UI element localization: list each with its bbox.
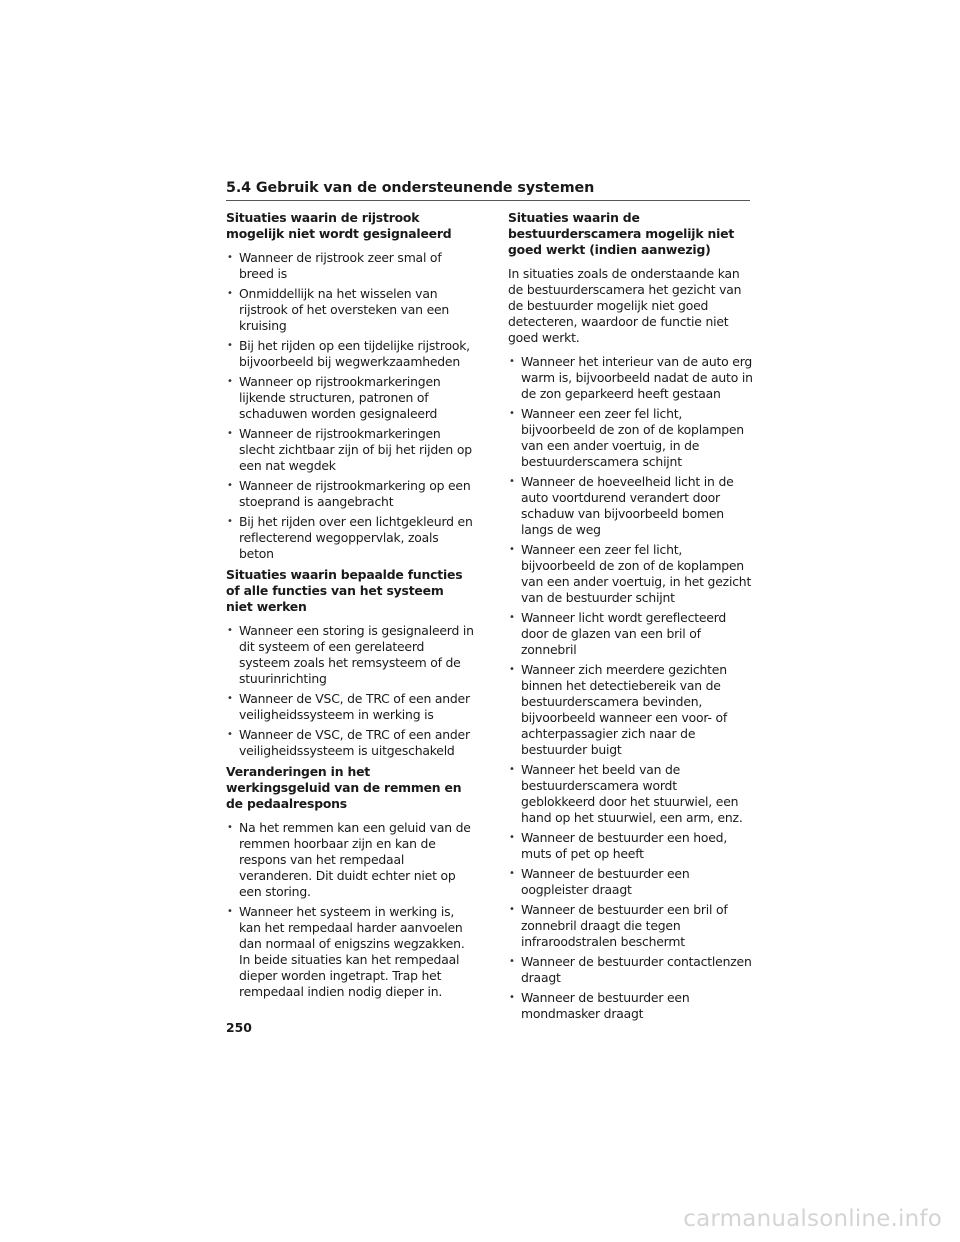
list-item: • Wanneer het systeem in werking is, kan het rempedaal harder aanvoelen dan normaal of enigszins wegzakken. In beide situaties kan het rempedaal dieper worden ingetrapt. Trap het rempedaal indien nodig dieper in. [226, 904, 474, 1000]
list-item: • Bij het rijden op een tijdelijke rijstrook, bijvoorbeeld bij wegwerkzaamheden [226, 338, 474, 370]
heading-driver-camera: Situaties waarin de bestuurderscamera mogelijk niet goed werkt (indien aanwezig) [508, 210, 735, 257]
list-item: • Wanneer de bestuurder een mondmasker draagt [508, 990, 754, 1022]
list-item: • Wanneer op rijstrookmarkeringen lijkende structuren, patronen of schaduwen worden gesignaleerd [226, 374, 474, 422]
list-item: • Wanneer de bestuurder een bril of zonnebril draagt die tegen infraroodstralen beschermt [508, 902, 754, 950]
list-item: • Wanneer de rijstrook zeer smal of breed is [226, 250, 474, 282]
list-item: • Wanneer de bestuurder een oogpleister draagt [508, 866, 754, 898]
list-item: • Wanneer een zeer fel licht, bijvoorbeeld de zon of de koplampen van een ander voertuig, in de bestuurderscamera schijnt [508, 406, 754, 470]
heading-functions-not-working: Situaties waarin bepaalde functies of alle functies van het systeem niet werken [226, 567, 463, 614]
intro-paragraph: In situaties zoals de onderstaande kan de bestuurderscamera het gezicht van de bestuurder mogelijk niet goed detecteren, waardoor de functie niet goed werkt. [508, 266, 742, 345]
list-item: • Onmiddellijk na het wisselen van rijstrook of het oversteken van een kruising [226, 286, 474, 334]
list-item: • Na het remmen kan een geluid van de remmen hoorbaar zijn en kan de respons van het rempedaal veranderen. Dit duidt echter niet op een storing. [226, 820, 474, 900]
list-lane-not-detected [226, 250, 474, 562]
list-item: • Wanneer het beeld van de bestuurderscamera wordt geblokkeerd door het stuurwiel, een hand op het stuurwiel, een arm, enz. [508, 762, 754, 826]
list-item: • Wanneer de rijstrookmarkeringen slecht zichtbaar zijn of bij het rijden op een nat wegdek [226, 426, 474, 474]
list-item: • Wanneer de bestuurder contactlenzen draagt [508, 954, 754, 986]
left-column [226, 210, 474, 1005]
list-item: • Wanneer het interieur van de auto erg warm is, bijvoorbeeld nadat de auto in de zon geparkeerd heeft gestaan [508, 354, 754, 402]
list-driver-camera [508, 354, 754, 1022]
watermark: carmanualsonline.info [683, 1206, 942, 1232]
list-item: • Wanneer een storing is gesignaleerd in dit systeem of een gerelateerd systeem zoals het remsysteem of de stuurinrichting [226, 623, 474, 687]
right-column [508, 210, 754, 1027]
list-item: • Wanneer de rijstrookmarkering op een stoeprand is aangebracht [226, 478, 474, 510]
list-item: • Bij het rijden over een lichtgekleurd en reflecterend wegoppervlak, zoals beton [226, 514, 474, 562]
list-item: • Wanneer een zeer fel licht, bijvoorbeeld de zon of de koplampen van een ander voertuig, in het gezicht van de bestuurder schijnt [508, 542, 754, 606]
list-item: • Wanneer de hoeveelheid licht in de auto voortdurend verandert door schaduw van bijvoorbeeld bomen langs de weg [508, 474, 754, 538]
list-item: • Wanneer de VSC, de TRC of een ander veiligheidssysteem in werking is [226, 691, 474, 723]
section-title: 5.4 Gebruik van de ondersteunende systemen [226, 180, 595, 196]
heading-lane-not-detected: Situaties waarin de rijstrook mogelijk niet wordt gesignaleerd [226, 210, 452, 241]
list-item: • Wanneer zich meerdere gezichten binnen het detectiebereik van de bestuurderscamera bevinden, bijvoorbeeld wanneer een voor- of achterpassagier zich naar de bestuurder buigt [508, 662, 754, 758]
list-brake-changes [226, 820, 474, 1000]
list-item: • Wanneer licht wordt gereflecteerd door de glazen van een bril of zonnebril [508, 610, 754, 658]
heading-brake-changes: Veranderingen in het werkingsgeluid van de remmen en de pedaalrespons [226, 764, 462, 811]
list-functions-not-working [226, 623, 474, 759]
section-header [226, 177, 750, 201]
list-item: • Wanneer de bestuurder een hoed, muts of pet op heeft [508, 830, 754, 862]
page-number: 250 [226, 1020, 252, 1035]
list-item: • Wanneer de VSC, de TRC of een ander veiligheidssysteem is uitgeschakeld [226, 727, 474, 759]
